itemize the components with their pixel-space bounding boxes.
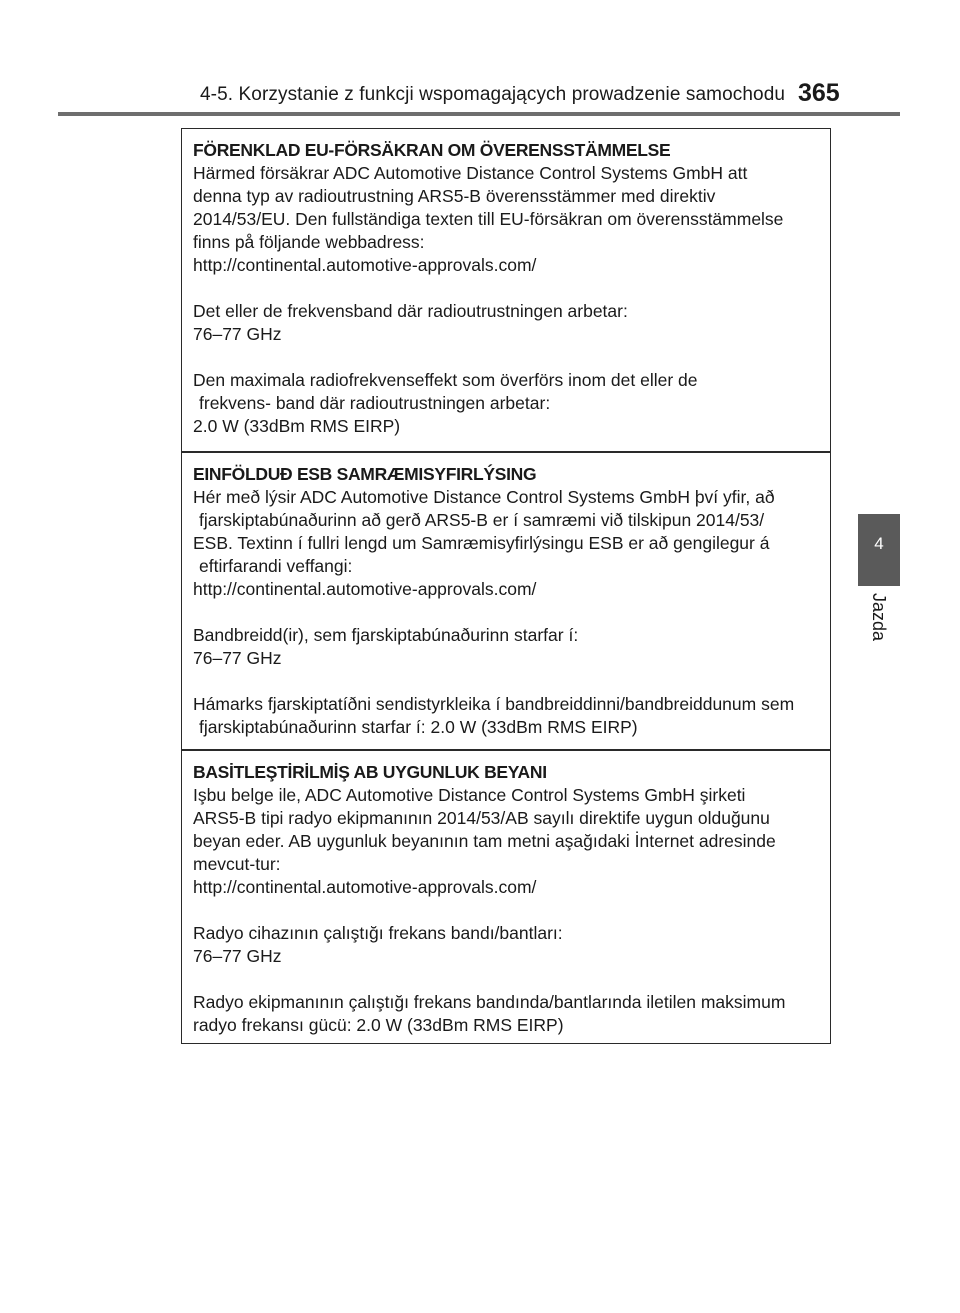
- section-heading: EINFÖLDUÐ ESB SAMRÆMISYFIRLÝSING: [193, 464, 537, 484]
- frequency-line: 76–77 GHz: [193, 324, 282, 344]
- text-line: Bandbreidd(ir), sem fjarskiptabúnaðurinn starfar í:: [193, 625, 579, 645]
- page-number: 365: [798, 79, 840, 107]
- power-line: radyo frekansı gücü: 2.0 W (33dBm RMS EIRP): [193, 1015, 564, 1035]
- text-line: Det eller de frekvensband där radioutrustningen arbetar:: [193, 301, 628, 321]
- text-line: Hámarks fjarskiptatíðni sendistyrkleika í bandbreiddinni/bandbreiddunum sem: [193, 694, 795, 714]
- chapter-label: Jazda: [869, 592, 889, 642]
- text-line: 2014/53/EU. Den fullständiga texten till EU-försäkran om överensstämmelse: [193, 209, 784, 229]
- text-line: Hér með lýsir ADC Automotive Distance Control Systems GmbH því yfir, að: [193, 487, 775, 507]
- header-rule: [58, 112, 900, 116]
- section-heading: BASİTLEŞTİRİLMİŞ AB UYGUNLUK BEYANI: [193, 762, 547, 782]
- chapter-number: 4: [874, 534, 884, 553]
- chapter-tab: [858, 514, 900, 586]
- text-line: Den maximala radiofrekvenseffekt som överförs inom det eller de: [193, 370, 698, 390]
- text-line: eftirfarandi veffangi:: [199, 556, 353, 576]
- url-line: http://continental.automotive-approvals.com/: [193, 579, 537, 599]
- section-heading: FÖRENKLAD EU-FÖRSÄKRAN OM ÖVERENSSTÄMMELSE: [193, 140, 671, 160]
- text-line: Radyo cihazının çalıştığı frekans bandı/bantları:: [193, 923, 563, 943]
- text-line: frekvens- band där radioutrustningen arbetar:: [199, 393, 551, 413]
- text-line: fjarskiptabúnaðurinn að gerð ARS5-B er í samræmi við tilskipun 2014/53/: [199, 510, 765, 530]
- running-header-title: 4-5. Korzystanie z funkcji wspomagających prowadzenie samochodu: [200, 84, 786, 105]
- declaration-section-turkish: [182, 749, 830, 1043]
- frequency-line: 76–77 GHz: [193, 648, 282, 668]
- text-line: ESB. Textinn í fullri lengd um Samræmisyfirlýsingu ESB er að gengilegur á: [193, 533, 770, 553]
- text-line: finns på följande webbadress:: [193, 232, 425, 252]
- declaration-section-icelandic: [182, 451, 830, 749]
- text-line: Härmed försäkrar ADC Automotive Distance Control Systems GmbH att: [193, 163, 748, 183]
- text-line: ARS5-B tipi radyo ekipmanının 2014/53/AB sayılı direktife uygun olduğunu: [193, 808, 770, 828]
- text-line: beyan eder. AB uygunluk beyanının tam metni aşağıdaki İnternet adresinde: [193, 831, 776, 851]
- frequency-line: 76–77 GHz: [193, 946, 282, 966]
- declaration-section-swedish: [182, 129, 830, 451]
- url-line: http://continental.automotive-approvals.com/: [193, 255, 537, 275]
- declaration-box: [181, 128, 831, 1044]
- url-line: http://continental.automotive-approvals.com/: [193, 877, 537, 897]
- text-line: mevcut-tur:: [193, 854, 281, 874]
- power-line: 2.0 W (33dBm RMS EIRP): [193, 416, 401, 436]
- text-line: Radyo ekipmanının çalıştığı frekans bandında/bantlarında iletilen maksimum: [193, 992, 786, 1012]
- text-line: Işbu belge ile, ADC Automotive Distance Control Systems GmbH şirketi: [193, 785, 746, 805]
- power-line: fjarskiptabúnaðurinn starfar í: 2.0 W (33dBm RMS EIRP): [199, 717, 638, 737]
- text-line: denna typ av radioutrustning ARS5-B överensstämmer med direktiv: [193, 186, 716, 206]
